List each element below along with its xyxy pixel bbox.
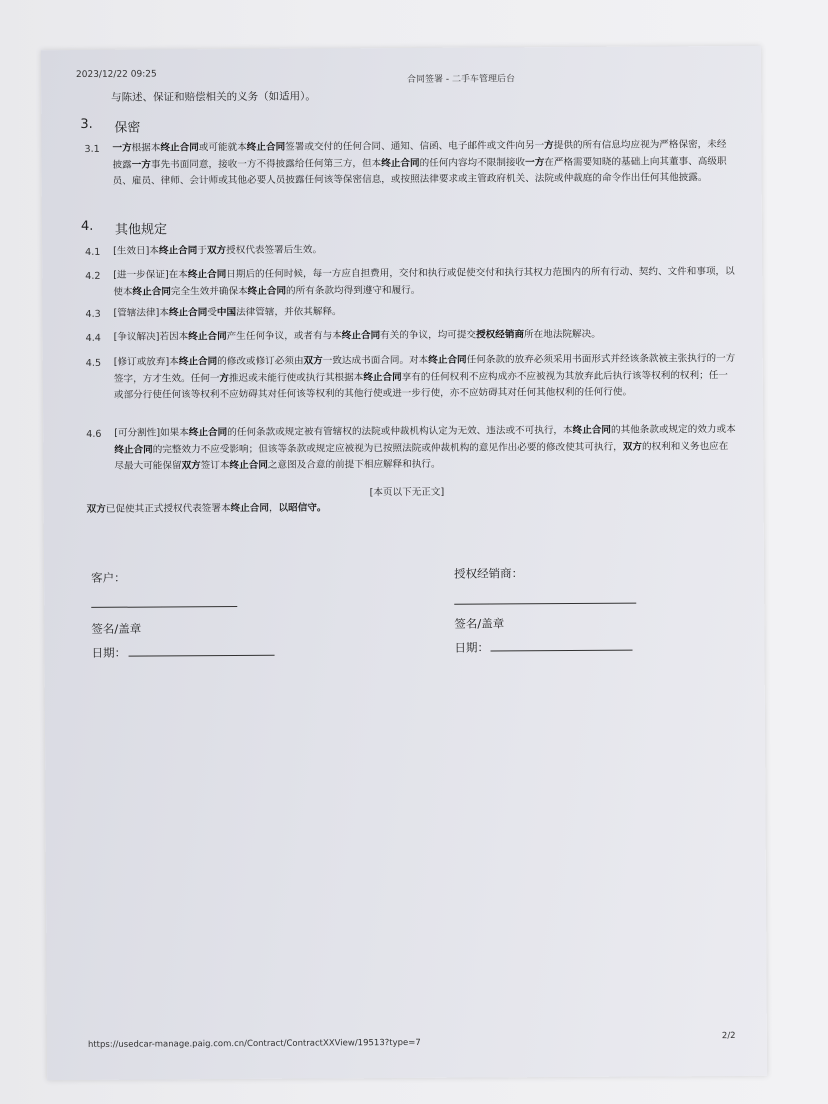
customer-sign-label: 签名/盖章	[91, 621, 142, 636]
clause-4-4-text: [争议解决]若因本终止合同产生任何争议，或者有与本终止合同有关的争议，均可提交授权经销商所在地法院解决。	[113, 328, 601, 343]
clause-4-4-number: 4.4	[85, 332, 101, 344]
clause-4-1-number: 4.1	[85, 246, 101, 258]
customer-signature-line	[91, 606, 237, 608]
clause-4-5-text: [修订或放弃]本终止合同的修改或修订必须由双方一致达成书面合同。对本终止合同任何条款的放弃必须采用书面形式并经该条款被主张执行的一方签字，方才生效。任何一方推迟或未能行使或执行其根据本终止合同享有的任何权利不应构成亦不应被视为其放弃此后执行该等权利的权利；任一或部分行使任何该等权利不应妨碍其对任何该等权利的其他行使或进一步行使，亦不应妨碍其对任何其他权利的任何行使。	[113, 352, 736, 401]
dealer-label: 授权经销商：	[454, 566, 524, 581]
customer-label: 客户：	[91, 570, 126, 585]
print-url: https://usedcar-manage.paig.com.cn/Contract/ContractXXView/19513?type=7	[87, 1037, 421, 1050]
clause-4-3-number: 4.3	[85, 308, 101, 320]
print-timestamp: 2023/12/22 09:25	[75, 69, 157, 80]
dealer-sign-label: 签名/盖章	[454, 616, 505, 631]
customer-date-line	[129, 655, 275, 657]
clause-4-1-text: [生效日]本终止合同于双方授权代表签署后生效。	[113, 244, 323, 257]
witness-clause: 双方已促使其正式授权代表签署本终止合同，以昭信守。	[86, 502, 327, 515]
clause-4-5-number: 4.5	[85, 357, 102, 369]
document-page	[41, 46, 767, 1080]
clause-4-6-text: [可分割性]如果本终止合同的任何条款或规定被有管辖权的法院或仲裁机构认定为无效、违法或不可执行，本终止合同的其他条款或规定的效力或本终止合同的完整效力不应受影响；但该等条款或规定应被视为已按照法院或仲裁机构的意见作出必要的修改使其可执行，双方的权利和义务也应在尽最大可能保留双方签订本终止合同之意图及合意的前提下相应解释和执行。	[114, 423, 736, 472]
end-of-text-note: [本页以下无正文]	[369, 486, 445, 499]
clause-3-1-number: 3.1	[84, 143, 100, 155]
clause-4-2-text: [进一步保证]在本终止合同日期后的任何时候，每一方应自担费用，交付和执行或促使交付和执行其权力范围内的所有行动、契约、文件和事项，以使本终止合同完全生效并确保本终止合同的所有条款均得到遵守和履行。	[113, 265, 735, 298]
clause-4-2-number: 4.2	[85, 270, 101, 282]
clause-4-3-text: [管辖法律]本终止合同受中国法律管辖，并依其解释。	[113, 306, 342, 319]
clause-3-1-text: 一方根据本终止合同或可能就本终止合同签署或交付的任何合同、通知、信函、电子邮件或文件向另一方提供的所有信息均应视为严格保密，未经披露一方事先书面同意，接收一方不得披露给任何第三方，但本终止合同的任何内容均不限制接收一方在严格需要知晓的基础上向其董事、高级职员、雇员、律师、会计师或其他必要人员披露任何该等保密信息，或按照法律要求或主管政府机关、法院或仲裁庭的命令作出任何其他披露。	[112, 139, 727, 187]
clause-4-6-number: 4.6	[86, 428, 102, 440]
section-4-title: 其他规定	[114, 222, 168, 238]
customer-date-label: 日期：	[91, 645, 127, 660]
section-3-title: 保密	[114, 120, 141, 136]
dealer-signature-line	[454, 603, 636, 605]
dealer-date-line	[491, 650, 633, 652]
section-3-number: 3.	[80, 116, 93, 132]
page-number: 2/2	[721, 1030, 736, 1042]
section-4-number: 4.	[80, 218, 94, 234]
dealer-date-label: 日期：	[454, 640, 490, 655]
continuation-text: 与陈述、保证和赔偿相关的义务（如适用）。	[111, 90, 316, 104]
print-page-title: 合同签署 - 二手车管理后台	[407, 74, 516, 85]
